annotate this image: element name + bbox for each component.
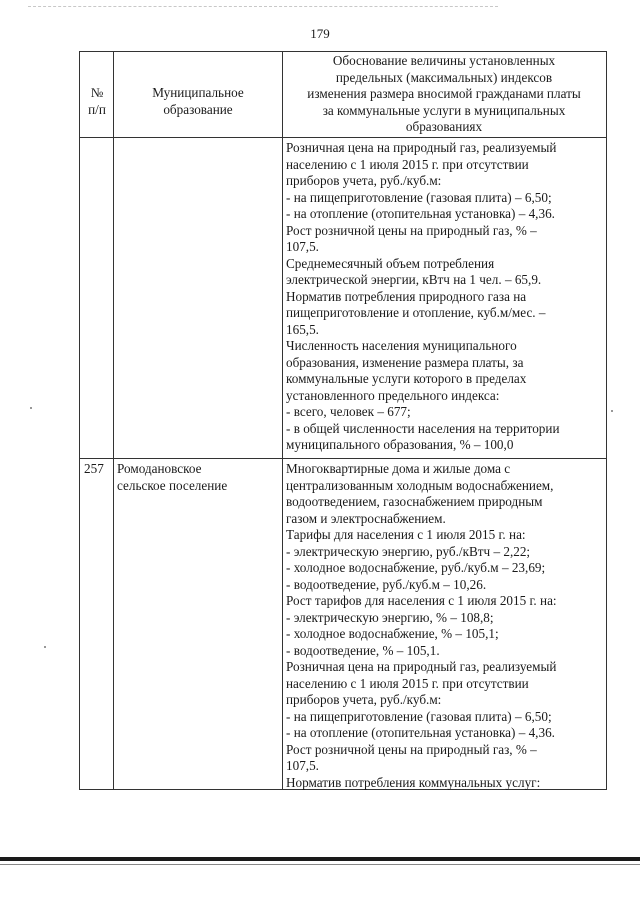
page-number: 179 bbox=[310, 26, 330, 41]
scan-bottom-line bbox=[0, 864, 640, 865]
scan-edge-line bbox=[28, 6, 498, 7]
header-justification: Обоснование величины установленных предельных (максимальных) индексов изменения размера вносимой гражданами платы за коммунальные услуги в муниципальных образованиях bbox=[307, 53, 581, 134]
scan-speck bbox=[44, 646, 46, 648]
table-row: Розничная цена на природный газ, реализуемый населению с 1 июля 2015 г. при отсутствии приборов учета, руб./куб.м: - на пищеприготовление (газовая плита) – 6,50; - на отопление (отопительная установка) – 4,36. Рост розничной цены на природный газ, % – 107,5. Среднемесячный объем потребления электрической энергии, кВтч на 1 чел. – 65,9. Норматив потребления природного газа на пищеприготовление и отопление, куб.м/мес. – 165,5. Численность населения муниципального образования, изменение размера платы, за коммунальные услуги которого в пределах установленного предельного индекса: - всего, человек – 677; - в общей численности населения на территории муниципального образования, % – 100,0 bbox=[286, 140, 560, 452]
scan-speck bbox=[611, 410, 613, 412]
header-number: № п/п bbox=[88, 85, 106, 117]
row-number: 257 bbox=[84, 461, 104, 476]
row-divider bbox=[80, 137, 606, 138]
row-divider bbox=[80, 458, 606, 459]
column-divider bbox=[113, 52, 114, 789]
column-divider bbox=[282, 52, 283, 789]
scan-bottom-bar bbox=[0, 857, 640, 861]
header-municipality: Муниципальное образование bbox=[152, 85, 244, 117]
table-row: Многоквартирные дома и жилые дома с централизованным холодным водоснабжением, водоотведением, газоснабжением природным газом и электроснабжением. Тарифы для населения с 1 июля 2015 г. на: - электрическую энергию, руб./кВтч – 2,22; - холодное водоснабжение, руб./куб.м – 23,69; - водоотведение, руб./куб.м – 10,26. Рост тарифов для населения с 1 июля 2015 г. на: - электрическую энергию, % – 108,8; - холодное водоснабжение, % – 105,1; - водоотведение, % – 105,1. Розничная цена на природный газ, реализуемый населению с 1 июля 2015 г. при отсутствии приборов учета, руб./куб.м: - на пищеприготовление (газовая плита) – 6,50; - на отопление (отопительная установка) – 4,36. Рост розничной цены на природный газ, % – 107,5. Норматив потребления коммунальных услуг: bbox=[286, 461, 557, 790]
scan-speck bbox=[30, 407, 32, 409]
row-municipality: Ромодановское сельское поселение bbox=[117, 461, 228, 493]
data-table bbox=[79, 51, 607, 790]
